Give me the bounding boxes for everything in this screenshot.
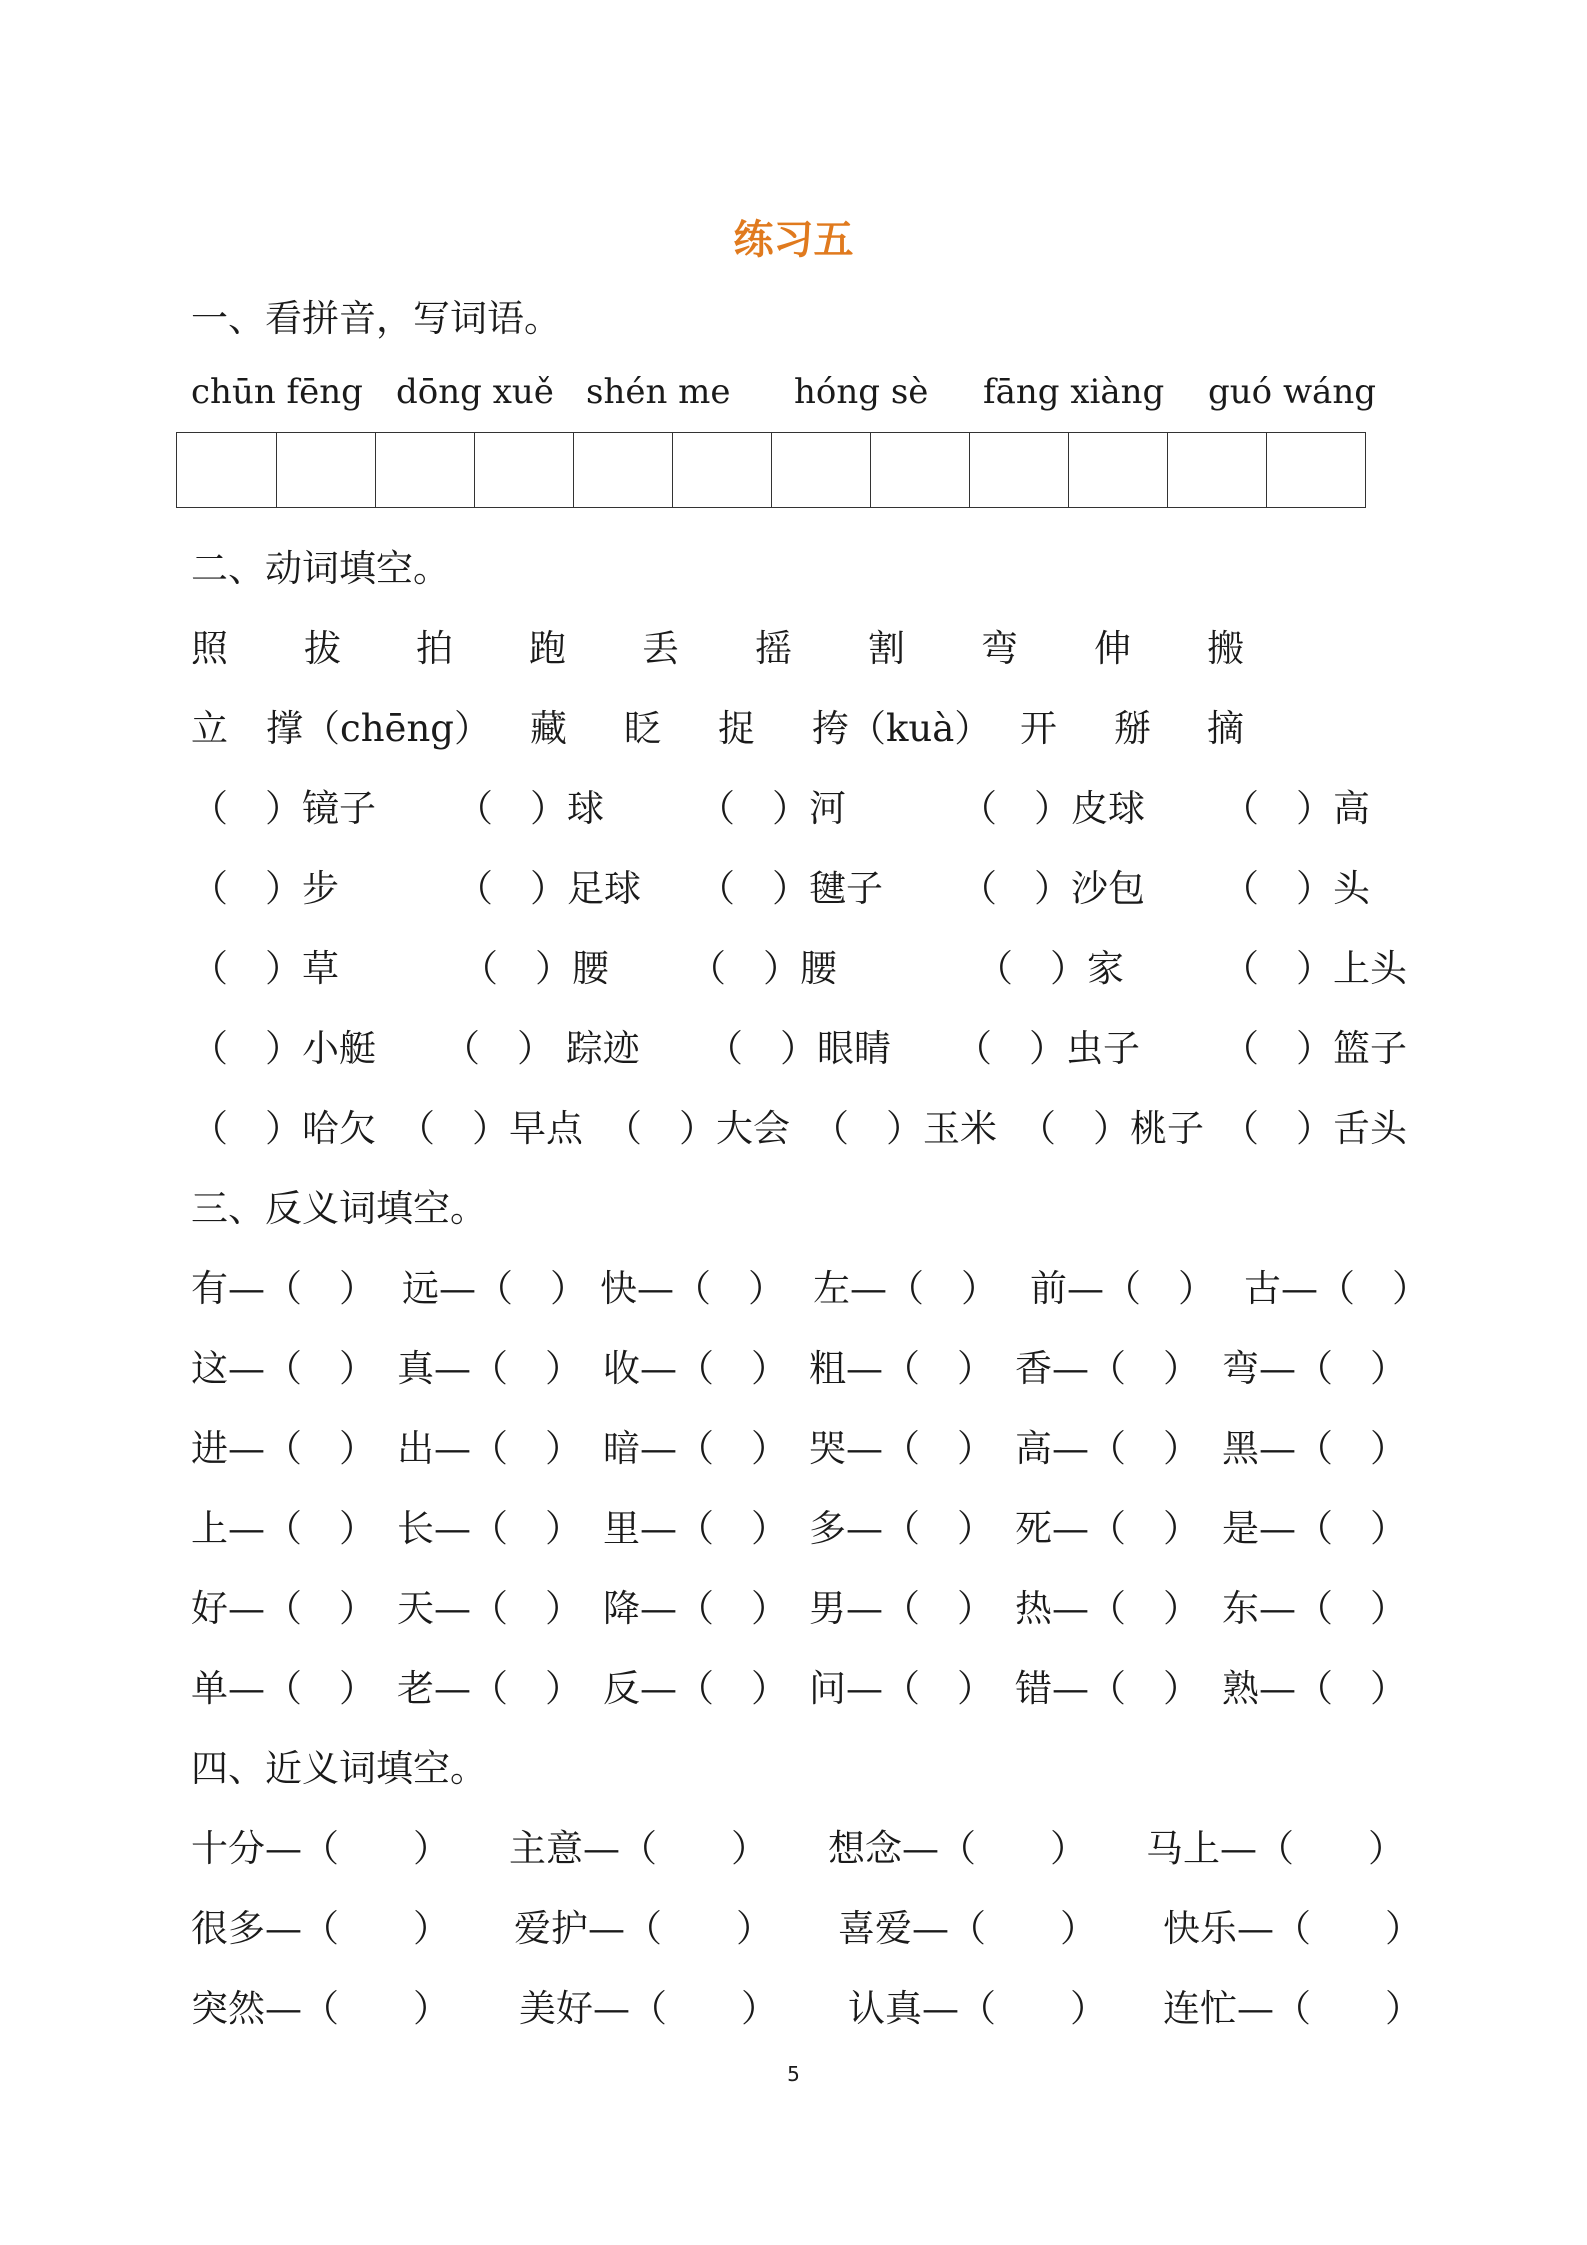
- fill-blank-item[interactable]: （ ）小艇: [191, 1027, 376, 1070]
- antonym-item[interactable]: 单—（ ）: [191, 1667, 376, 1710]
- antonym-item[interactable]: 老—（ ）: [397, 1667, 582, 1710]
- antonym-item[interactable]: 东—（ ）: [1222, 1587, 1407, 1630]
- antonym-item[interactable]: 真—（ ）: [397, 1347, 582, 1390]
- verb: 挎（kuà）: [812, 707, 992, 750]
- fill-blank-item[interactable]: （ ）腰: [461, 947, 609, 990]
- verb: 拔: [304, 627, 341, 670]
- fill-blank-item[interactable]: （ ）腰: [689, 947, 837, 990]
- fill-blank-item[interactable]: （ ）河: [698, 787, 846, 830]
- fill-blank-item[interactable]: （ ）球: [456, 787, 604, 830]
- pinyin-3: shén me: [586, 372, 731, 412]
- antonym-item[interactable]: 高—（ ）: [1015, 1427, 1200, 1470]
- antonym-item[interactable]: 好—（ ）: [191, 1587, 376, 1630]
- verb: 摇: [755, 627, 792, 670]
- antonym-item[interactable]: 男—（ ）: [809, 1587, 994, 1630]
- section1-heading: 一、看拼音，写词语。: [191, 297, 561, 340]
- fill-blank-item[interactable]: （ ）早点: [398, 1107, 583, 1150]
- antonym-item[interactable]: 里—（ ）: [603, 1507, 788, 1550]
- synonym-item[interactable]: 突然—（ ）: [191, 1987, 450, 2030]
- antonym-item[interactable]: 问—（ ）: [809, 1667, 994, 1710]
- synonym-item[interactable]: 认真—（ ）: [848, 1987, 1107, 2030]
- pinyin-4: hóng sè: [794, 372, 929, 412]
- verb: 弯: [981, 627, 1018, 670]
- antonym-item[interactable]: 错—（ ）: [1015, 1667, 1200, 1710]
- fill-blank-item[interactable]: （ ）玉米: [812, 1107, 997, 1150]
- synonym-item[interactable]: 喜爱—（ ）: [838, 1907, 1097, 1950]
- antonym-item[interactable]: 天—（ ）: [397, 1587, 582, 1630]
- section4-heading: 四、近义词填空。: [191, 1747, 487, 1790]
- fill-blank-item[interactable]: （ ） 踪迹: [443, 1027, 640, 1070]
- fill-blank-item[interactable]: （ ）头: [1222, 867, 1370, 910]
- grid-cell[interactable]: [276, 433, 375, 507]
- antonym-item[interactable]: 长—（ ）: [397, 1507, 582, 1550]
- fill-blank-item[interactable]: （ ）舌头: [1222, 1107, 1407, 1150]
- antonym-item[interactable]: 有—（ ）: [191, 1267, 376, 1310]
- synonym-item[interactable]: 美好—（ ）: [519, 1987, 778, 2030]
- section3-heading: 三、反义词填空。: [191, 1187, 487, 1230]
- antonym-item[interactable]: 反—（ ）: [603, 1667, 788, 1710]
- fill-blank-item[interactable]: （ ）篮子: [1222, 1027, 1407, 1070]
- antonym-item[interactable]: 粗—（ ）: [809, 1347, 994, 1390]
- verb: 跑: [529, 627, 566, 670]
- fill-blank-item[interactable]: （ ）足球: [456, 867, 641, 910]
- synonym-item[interactable]: 连忙—（ ）: [1163, 1987, 1422, 2030]
- synonym-item[interactable]: 主意—（ ）: [509, 1827, 768, 1870]
- fill-blank-item[interactable]: （ ）大会: [605, 1107, 790, 1150]
- antonym-item[interactable]: 黑—（ ）: [1222, 1427, 1407, 1470]
- synonym-item[interactable]: 十分—（ ）: [191, 1827, 450, 1870]
- antonym-item[interactable]: 是—（ ）: [1222, 1507, 1407, 1550]
- fill-blank-item[interactable]: （ ）草: [191, 947, 339, 990]
- grid-cell[interactable]: [672, 433, 771, 507]
- antonym-item[interactable]: 古—（ ）: [1244, 1267, 1429, 1310]
- antonym-item[interactable]: 出—（ ）: [397, 1427, 582, 1470]
- fill-blank-item[interactable]: （ ）高: [1222, 787, 1370, 830]
- antonym-item[interactable]: 热—（ ）: [1015, 1587, 1200, 1630]
- fill-blank-item[interactable]: （ ）步: [191, 867, 339, 910]
- antonym-item[interactable]: 快—（ ）: [600, 1267, 785, 1310]
- antonym-item[interactable]: 降—（ ）: [603, 1587, 788, 1630]
- grid-cell[interactable]: [1068, 433, 1167, 507]
- verb: 撑（chēng）: [266, 707, 491, 750]
- section2-heading: 二、动词填空。: [191, 547, 450, 590]
- synonym-item[interactable]: 马上—（ ）: [1146, 1827, 1405, 1870]
- verb: 掰: [1114, 707, 1151, 750]
- fill-blank-item[interactable]: （ ）哈欠: [191, 1107, 376, 1150]
- writing-grid: [176, 432, 1366, 508]
- grid-cell[interactable]: [474, 433, 573, 507]
- fill-blank-item[interactable]: （ ）上头: [1222, 947, 1407, 990]
- synonym-item[interactable]: 想念—（ ）: [828, 1827, 1087, 1870]
- fill-blank-item[interactable]: （ ）沙包: [960, 867, 1145, 910]
- antonym-item[interactable]: 收—（ ）: [603, 1347, 788, 1390]
- synonym-item[interactable]: 很多—（ ）: [191, 1907, 450, 1950]
- verb: 摘: [1207, 707, 1244, 750]
- grid-cell[interactable]: [177, 433, 276, 507]
- pinyin-1: chūn fēng: [191, 372, 363, 412]
- pinyin-2: dōng xuě: [396, 372, 554, 412]
- antonym-item[interactable]: 左—（ ）: [813, 1267, 998, 1310]
- antonym-item[interactable]: 香—（ ）: [1015, 1347, 1200, 1390]
- verb: 开: [1020, 707, 1057, 750]
- fill-blank-item[interactable]: （ ）桃子: [1019, 1107, 1204, 1150]
- antonym-item[interactable]: 上—（ ）: [191, 1507, 376, 1550]
- antonym-item[interactable]: 远—（ ）: [402, 1267, 587, 1310]
- pinyin-5: fāng xiàng: [983, 372, 1165, 412]
- fill-blank-item[interactable]: （ ）镜子: [191, 787, 376, 830]
- fill-blank-item[interactable]: （ ）虫子: [955, 1027, 1140, 1070]
- fill-blank-item[interactable]: （ ）皮球: [960, 787, 1145, 830]
- antonym-item[interactable]: 多—（ ）: [809, 1507, 994, 1550]
- verb: 割: [868, 627, 905, 670]
- antonym-item[interactable]: 死—（ ）: [1015, 1507, 1200, 1550]
- antonym-item[interactable]: 进—（ ）: [191, 1427, 376, 1470]
- grid-cell[interactable]: [870, 433, 969, 507]
- verb: 立: [191, 707, 228, 750]
- grid-cell[interactable]: [573, 433, 672, 507]
- grid-cell[interactable]: [375, 433, 474, 507]
- antonym-item[interactable]: 哭—（ ）: [809, 1427, 994, 1470]
- synonym-item[interactable]: 爱护—（ ）: [514, 1907, 773, 1950]
- verb: 拍: [416, 627, 453, 670]
- verb: 照: [191, 627, 228, 670]
- verb: 捉: [718, 707, 755, 750]
- synonym-item[interactable]: 快乐—（ ）: [1163, 1907, 1422, 1950]
- page-title: 练习五: [733, 217, 854, 263]
- grid-cell[interactable]: [1266, 433, 1365, 507]
- grid-cell[interactable]: [1167, 433, 1266, 507]
- antonym-item[interactable]: 弯—（ ）: [1222, 1347, 1407, 1390]
- fill-blank-item[interactable]: （ ）毽子: [698, 867, 883, 910]
- grid-cell[interactable]: [771, 433, 870, 507]
- antonym-item[interactable]: 这—（ ）: [191, 1347, 376, 1390]
- verb: 丢: [642, 627, 679, 670]
- grid-cell[interactable]: [969, 433, 1068, 507]
- verb: 伸: [1094, 627, 1131, 670]
- page-number: 5: [787, 2062, 800, 2086]
- pinyin-6: guó wáng: [1208, 372, 1376, 412]
- verb: 藏: [530, 707, 567, 750]
- antonym-item[interactable]: 前—（ ）: [1030, 1267, 1215, 1310]
- antonym-item[interactable]: 暗—（ ）: [603, 1427, 788, 1470]
- verb: 搬: [1207, 627, 1244, 670]
- fill-blank-item[interactable]: （ ）家: [976, 947, 1124, 990]
- verb: 眨: [624, 707, 661, 750]
- antonym-item[interactable]: 熟—（ ）: [1222, 1667, 1407, 1710]
- fill-blank-item[interactable]: （ ）眼睛: [706, 1027, 891, 1070]
